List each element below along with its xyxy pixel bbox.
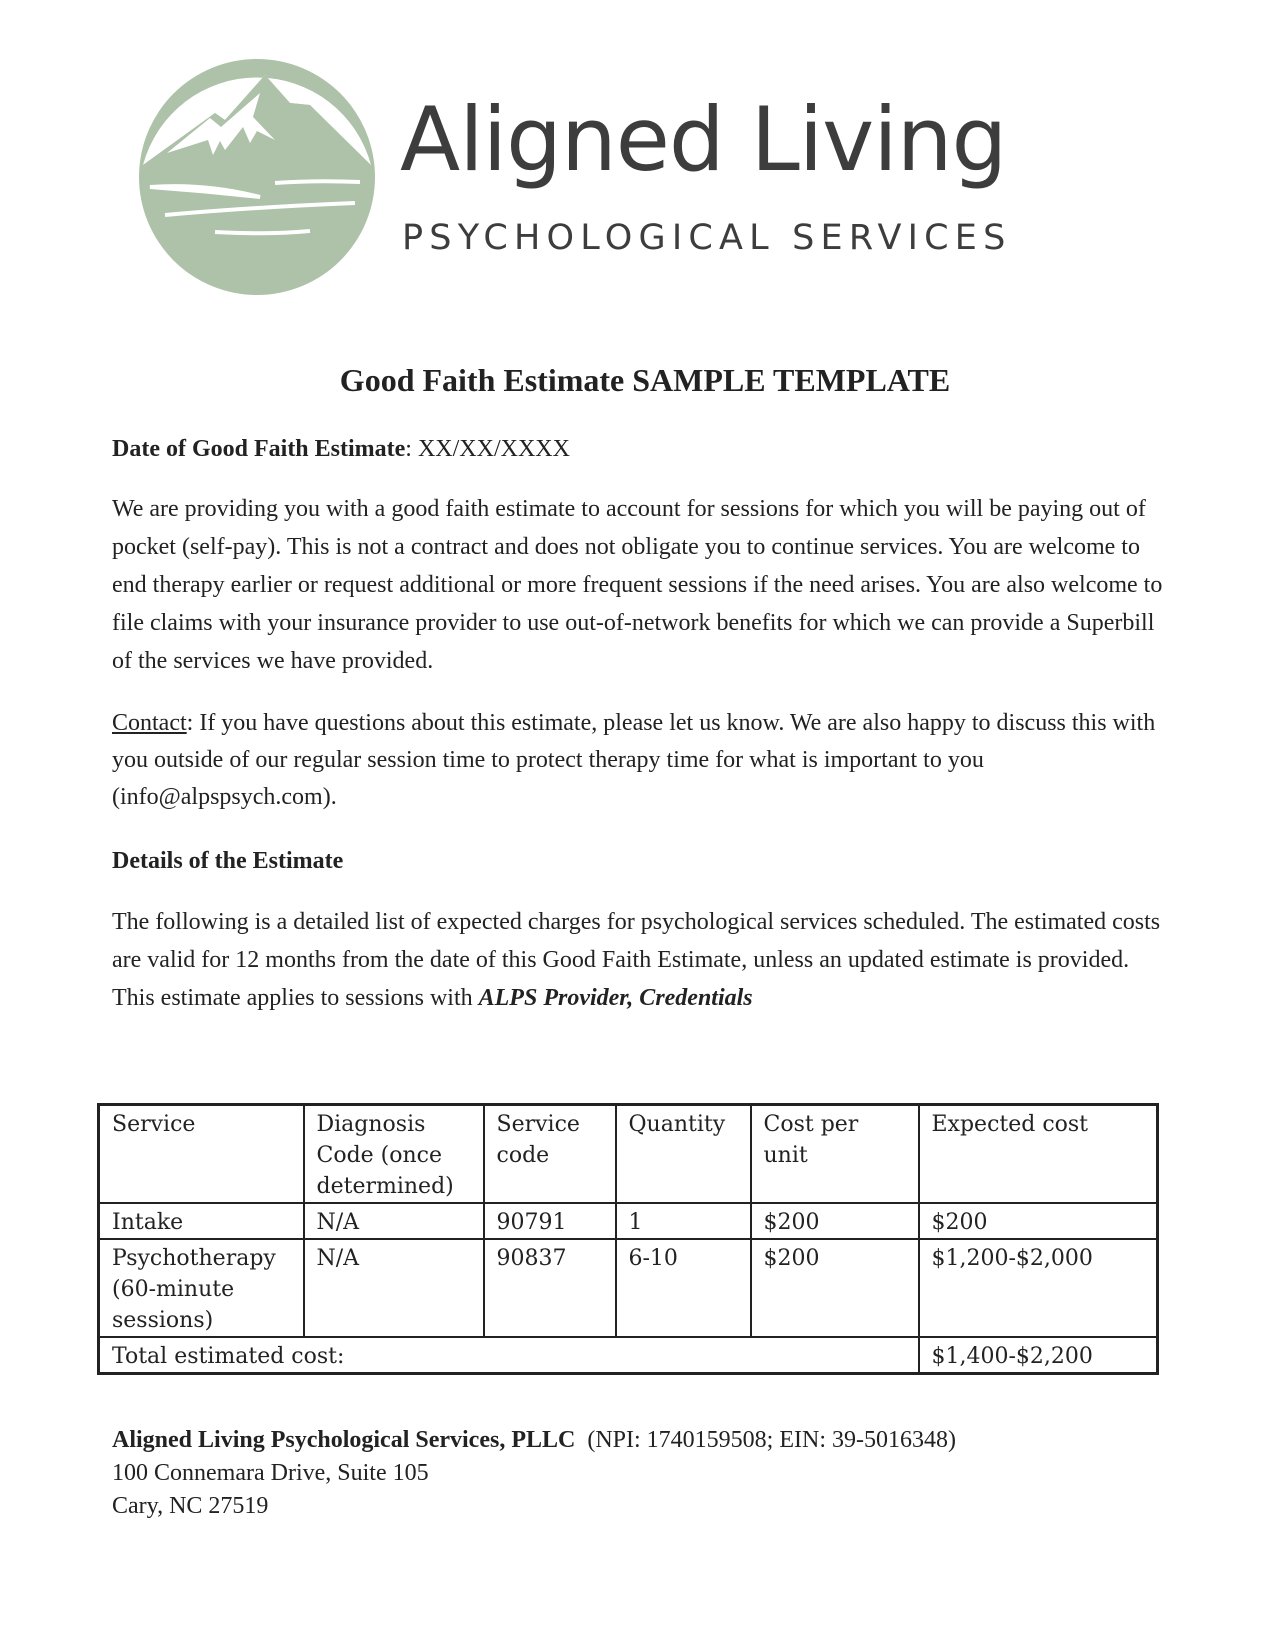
- table-cell: Intake: [99, 1203, 304, 1239]
- table-cell: N/A: [304, 1203, 484, 1239]
- brand-subtitle: PSYCHOLOGICAL SERVICES: [402, 218, 1012, 258]
- header-cell: Service code: [484, 1105, 616, 1204]
- header-cell: Cost per unit: [751, 1105, 919, 1204]
- estimate-table: [97, 1103, 1159, 1375]
- table-cell: 90791: [484, 1203, 616, 1239]
- contact-text: : If you have questions about this estimate, please let us know. We are also happy to discuss this with you outside of our regular session time to protect therapy time for what is important to you (info@alpspsych.com).: [112, 710, 1156, 810]
- intro-paragraph: We are providing you with a good faith estimate to account for sessions for which you will be paying out of pocket (self-pay). This is not a contract and does not obligate you to continue services. You are welcome to end therapy earlier or request additional or more frequent sessions if the need arises. You are also welcome to file claims with your insurance provider to use out-of-network benefits for which we can provide a Superbill of the services we have provided.: [112, 496, 1163, 674]
- contact-paragraph: [112, 705, 1172, 816]
- table-row: [99, 1239, 1158, 1337]
- table-cell: N/A: [304, 1239, 484, 1337]
- total-value: $1,400-$2,200: [919, 1337, 1158, 1374]
- company-name: Aligned Living Psychological Services, PLLC: [112, 1427, 576, 1453]
- table-cell: 6-10: [616, 1239, 751, 1337]
- company-ids: (NPI: 1740159508; EIN: 39-5016348): [575, 1427, 956, 1453]
- details-paragraph: [112, 903, 1172, 1017]
- contact-label: Contact: [112, 710, 187, 736]
- details-text: The following is a detailed list of expected charges for psychological services scheduled. The estimated costs are valid for 12 months from the date of this Good Faith Estimate, unless an updated estimate is provided. This estimate applies to sessions with: [112, 909, 1161, 1011]
- table-cell: $200: [919, 1203, 1158, 1239]
- table-cell: $1,200-$2,000: [919, 1239, 1158, 1337]
- table-cell: Psychotherapy (60-minute sessions): [99, 1239, 304, 1337]
- document-title: Good Faith Estimate SAMPLE TEMPLATE: [339, 362, 951, 398]
- table-cell: $200: [751, 1239, 919, 1337]
- footer: [112, 1424, 956, 1523]
- date-value: : XX/XX/XXXX: [405, 436, 570, 462]
- table-cell: $200: [751, 1203, 919, 1239]
- header-cell: Diagnosis Code (once determined): [304, 1105, 484, 1204]
- header-cell: Expected cost: [919, 1105, 1158, 1204]
- total-label: Total estimated cost:: [99, 1337, 919, 1374]
- address-line-1: 100 Connemara Drive, Suite 105: [112, 1460, 429, 1486]
- header-cell: Quantity: [616, 1105, 751, 1204]
- header-cell: Service: [99, 1105, 304, 1204]
- table-row: [99, 1203, 1158, 1239]
- table-total-row: [99, 1337, 1158, 1374]
- address-line-2: Cary, NC 27519: [112, 1493, 269, 1519]
- brand-name: Aligned Living: [400, 88, 1007, 191]
- table-header-row: [99, 1105, 1158, 1204]
- estimate-date: [112, 430, 1172, 468]
- table-cell: 1: [616, 1203, 751, 1239]
- provider-name: ALPS Provider, Credentials: [478, 985, 753, 1011]
- date-label: Date of Good Faith Estimate: [112, 436, 406, 462]
- table-cell: 90837: [484, 1239, 616, 1337]
- logo-mountain-icon: [135, 55, 380, 305]
- details-heading: Details of the Estimate: [112, 848, 344, 874]
